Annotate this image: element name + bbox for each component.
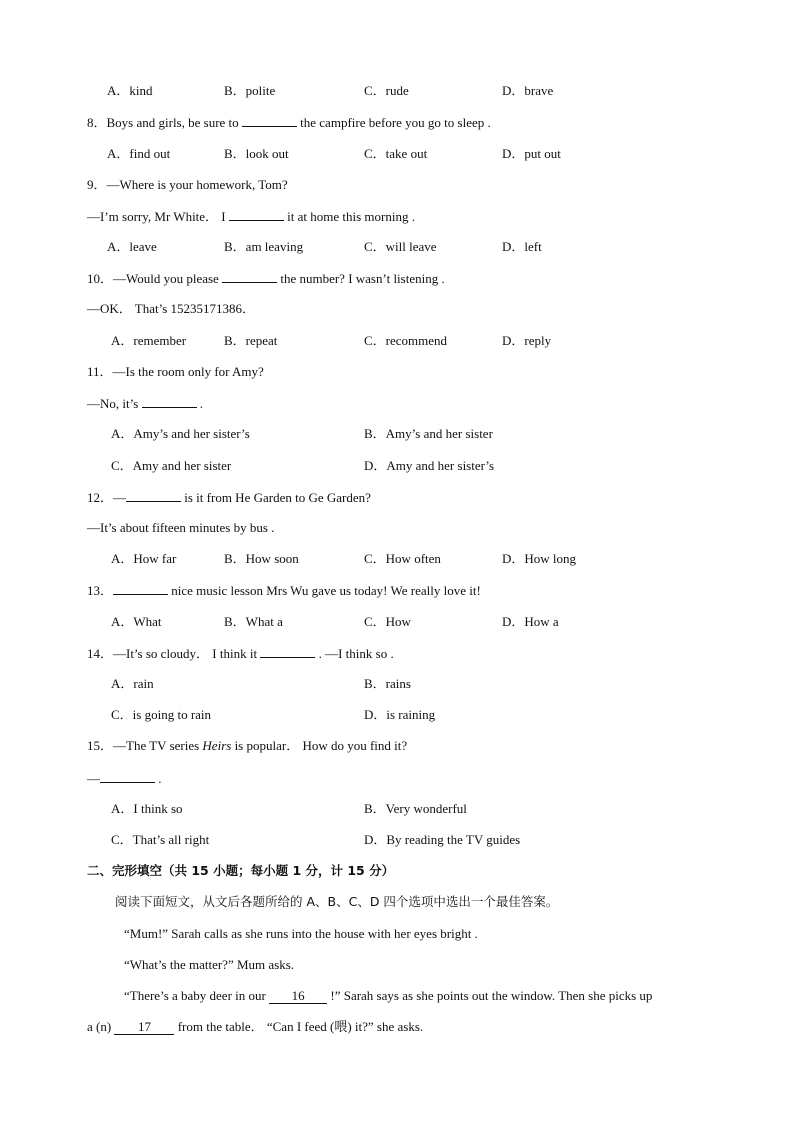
- q7-option-a: A．kind: [107, 83, 153, 98]
- q12-option-c: C．How often: [364, 551, 441, 566]
- q10-reply: —OK． That’s 15235171386．: [87, 301, 256, 316]
- q11-reply-suffix: .: [196, 396, 204, 411]
- q10-stem-suffix: the number? I wasn’t listening .: [277, 271, 445, 286]
- q7-option-d: D．brave: [502, 83, 554, 98]
- question-13: [87, 582, 481, 599]
- q10-option-b: B．repeat: [224, 333, 278, 348]
- q8-stem-suffix: the campfire before you go to sleep .: [296, 115, 491, 130]
- q14-option-b: B．rains: [364, 676, 411, 691]
- q7-option-b: B．polite: [224, 83, 276, 98]
- q15-reply-suffix: .: [155, 771, 162, 786]
- question-12: [87, 489, 371, 506]
- q14-stem-prefix: 14．—It’s so cloudy． I think it: [87, 646, 261, 661]
- cloze-blank-17: 17: [114, 1020, 174, 1035]
- q15-option-a: A．I think so: [111, 801, 183, 816]
- section-2-title: 二、完形填空（共 15 小题；每小题 1 分，计 15 分）: [87, 863, 395, 878]
- q15-option-c: C．That’s all right: [111, 832, 210, 847]
- q13-stem-prefix: 13．: [87, 583, 114, 598]
- q14-option-a: A．rain: [111, 676, 154, 691]
- q14-answer-blank: [260, 645, 315, 658]
- passage-paragraph-3: [124, 988, 652, 1004]
- question-8: [87, 114, 491, 131]
- q15-series-title: Heirs: [202, 738, 232, 753]
- q11-reply: [87, 395, 203, 412]
- q11-option-a: A．Amy’s and her sister’s: [111, 426, 250, 441]
- q13-option-b: B．What a: [224, 614, 283, 629]
- q15-stem-suffix: is popular． How do you find it?: [231, 738, 408, 753]
- q10-answer-blank: [222, 270, 277, 283]
- passage-paragraph-3-continued: [87, 1019, 423, 1035]
- cloze-blank-16: 16: [269, 989, 327, 1004]
- q9-option-c: C．will leave: [364, 239, 437, 254]
- q15-stem-prefix: 15．—The TV series: [87, 738, 203, 753]
- q9-answer-blank: [229, 208, 284, 221]
- q12-stem-prefix: 12．—: [87, 490, 127, 505]
- q15-option-b: B．Very wonderful: [364, 801, 467, 816]
- q10-stem-prefix: 10．—Would you please: [87, 271, 223, 286]
- q9-option-b: B．am leaving: [224, 239, 304, 254]
- q9-reply-suffix: it at home this morning .: [283, 209, 415, 224]
- passage-paragraph-1: “Mum!” Sarah calls as she runs into the house with her eyes bright .: [124, 926, 478, 941]
- question-15: [87, 738, 407, 754]
- q13-stem-suffix: nice music lesson Mrs Wu gave us today! We really love it!: [168, 583, 481, 598]
- q13-option-c: C．How: [364, 614, 411, 629]
- passage-p4-suffix: from the table． “Can I feed (喂) it?” she asks.: [174, 1019, 424, 1034]
- q13-option-a: A．What: [111, 614, 162, 629]
- passage-p3-prefix: “There’s a baby deer in our: [124, 988, 270, 1003]
- q12-answer-blank: [126, 489, 181, 502]
- q12-option-d: D．How long: [502, 551, 577, 566]
- section-2-instruction: 阅读下面短文，从文后各题所给的 A、B、C、D 四个选项中选出一个最佳答案。: [115, 894, 559, 909]
- q7-option-c: C．rude: [364, 83, 409, 98]
- q11-option-d: D．Amy and her sister’s: [364, 458, 495, 473]
- q15-option-d: D．By reading the TV guides: [364, 832, 521, 847]
- q8-option-c: C．take out: [364, 146, 428, 161]
- q13-answer-blank: [113, 582, 168, 595]
- q8-option-b: B．look out: [224, 146, 289, 161]
- passage-paragraph-2: “What’s the matter?” Mum asks.: [124, 957, 295, 972]
- q9-reply: [87, 208, 415, 225]
- passage-p3-suffix: !” Sarah says as she points out the window. Then she picks up: [327, 988, 653, 1003]
- q9-option-a: A．leave: [107, 239, 157, 254]
- q15-reply: [87, 770, 162, 787]
- q12-option-a: A．How far: [111, 551, 177, 566]
- q10-option-c: C．recommend: [364, 333, 448, 348]
- q14-option-c: C．is going to rain: [111, 707, 212, 722]
- q8-answer-blank: [242, 114, 297, 127]
- q15-reply-prefix: —: [87, 771, 100, 786]
- q12-stem-suffix: is it from He Garden to Ge Garden?: [181, 490, 371, 505]
- q10-option-a: A．remember: [111, 333, 187, 348]
- q10-option-d: D．reply: [502, 333, 552, 348]
- q14-stem-suffix: . —I think so .: [315, 646, 394, 661]
- q11-option-c: C．Amy and her sister: [111, 458, 232, 473]
- q13-option-d: D．How a: [502, 614, 559, 629]
- q8-stem-prefix: 8．Boys and girls, be sure to: [87, 115, 242, 130]
- q8-option-a: A．find out: [107, 146, 171, 161]
- question-14: [87, 645, 394, 662]
- question-10: [87, 270, 445, 287]
- q9-option-d: D．left: [502, 239, 542, 254]
- q11-reply-prefix: —No, it’s: [87, 396, 142, 411]
- passage-p4-prefix: a (n): [87, 1019, 115, 1034]
- q11-option-b: B．Amy’s and her sister: [364, 426, 493, 441]
- q12-option-b: B．How soon: [224, 551, 299, 566]
- q15-answer-blank: [100, 770, 155, 783]
- q11-answer-blank: [142, 395, 197, 408]
- q11-stem: 11．—Is the room only for Amy?: [87, 364, 264, 379]
- q9-reply-prefix: —I’m sorry, Mr White． I: [87, 209, 229, 224]
- q14-option-d: D．is raining: [364, 707, 436, 722]
- q8-option-d: D．put out: [502, 146, 561, 161]
- q9-stem: 9．—Where is your homework, Tom?: [87, 177, 288, 192]
- q12-reply: —It’s about fifteen minutes by bus .: [87, 520, 275, 535]
